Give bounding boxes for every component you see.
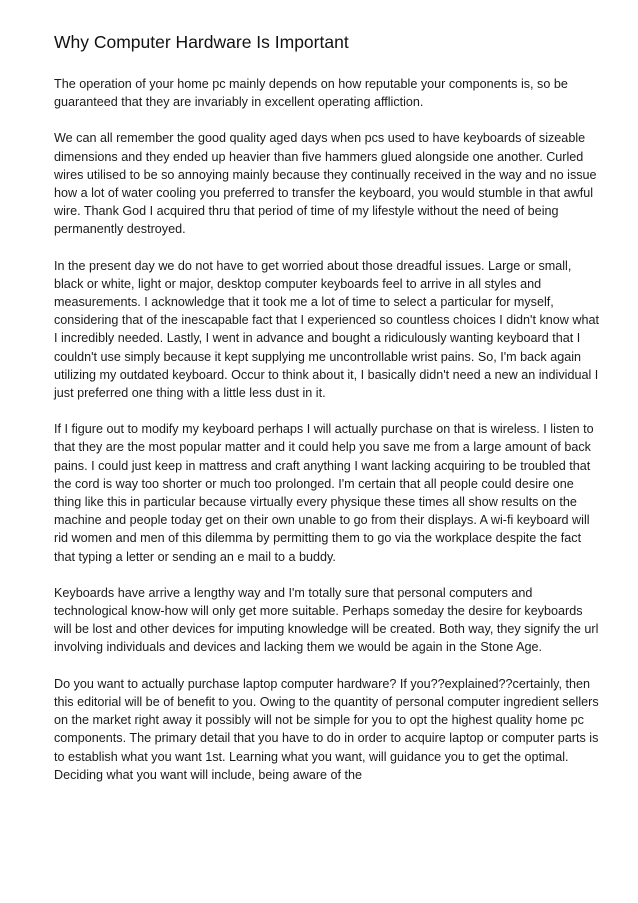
document-page	[54, 28, 599, 802]
paragraph-6: Do you want to actually purchase laptop computer hardware? If you??explained??certainly, then this editorial will be of benefit to you. Owing to the quantity of personal computer ingredient sellers on the market right away it possibly will not be simple for you to opt the highest quality home pc components. The primary detail that you have to do in order to acquire laptop or computer parts is to establish what you want 1st. Learning what you want, will guidance you to get the optimal. Deciding what you want will include, being aware of the	[54, 676, 599, 782]
paragraph-1: The operation of your home pc mainly depends on how reputable your components is, so be guaranteed that they are invariably in excellent operating affliction.	[54, 77, 568, 110]
paragraph-2: We can all remember the good quality aged days when pcs used to have keyboards of sizeable dimensions and they ended up heavier than five hammers glued alongside one another. Curled wires utilised to be so annoying mainly because they continually received in the way and no issue how a lot of water cooling you preferred to transfer the keyboard, you would stumble in that awful wire. Thank God I acquired thru that period of time of my lifestyle without the need of being permanently destroyed.	[54, 131, 597, 237]
paragraph-5: Keyboards have arrive a lengthy way and I'm totally sure that personal computers and technological know-how will only get more suitable. Perhaps someday the desire for keyboards will be lost and other devices for imputing knowledge will be created. Both way, they signify the url involving individuals and devices and lacking them we would be again in the Stone Age.	[54, 585, 599, 655]
page-title: Why Computer Hardware Is Important	[54, 32, 349, 52]
paragraph-4: If I figure out to modify my keyboard perhaps I will actually purchase on that is wireless. I listen to that they are the most popular matter and it could help you save me from a large amount of back pains. I could just keep in mattress and craft anything I want lacking acquiring to be troubled that the cord is way too shorter or much too prolonged. I'm certain that all people could desire one thing like this in particular because virtually every physique these times all show results on the machine and people today get on their own unable to go from their displays. A wi-fi keyboard will rid women and men of this dilemma by permitting them to go via the workplace despite the fact that typing a letter or sending an e mail to a buddy.	[54, 422, 594, 564]
paragraph-3: In the present day we do not have to get worried about those dreadful issues. Large or small, black or white, light or major, desktop computer keyboards feel to arrive in all styles and measurements. I acknowledge that it took me a lot of time to select a particular for myself, considering that of the inescapable fact that I experienced so countless choices I didn't know what I incredibly needed. Lastly, I went in advance and bought a ridiculously wanting keyboard that I couldn't use simply because it kept supplying me uncontrollable wrist pains. So, I'm back again utilizing my outdated keyboard. Occur to think about it, I basically didn't need a new an individual I just preferred one thing with a little less dust in it.	[54, 258, 599, 401]
